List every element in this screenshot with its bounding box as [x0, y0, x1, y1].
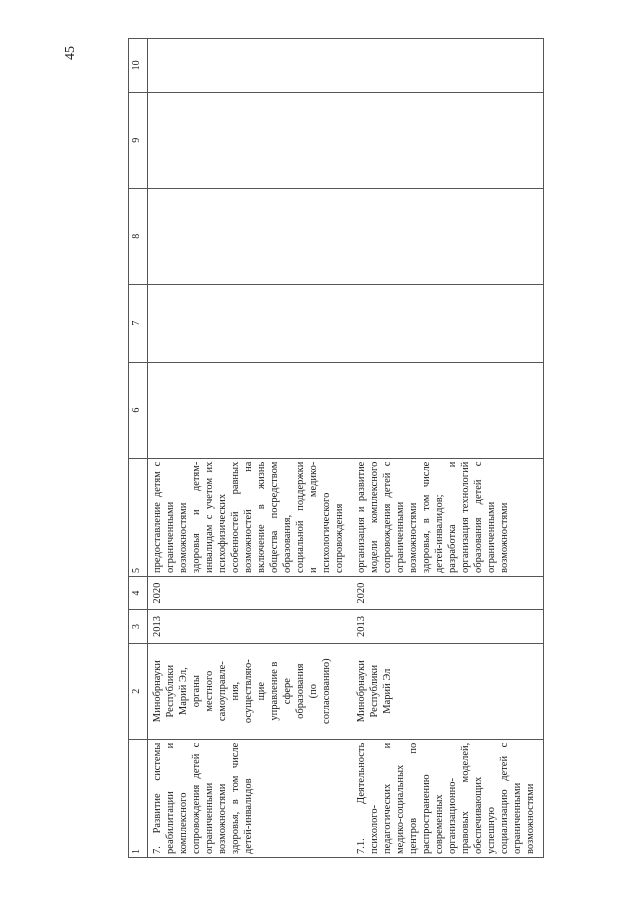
header-col-8: 8	[129, 188, 148, 284]
header-col-10: 10	[129, 39, 148, 93]
start-year: 2013	[352, 610, 544, 643]
measure-name: 7. Развитие системы реабилитации и комплексного сопровождения детей с ограниченными возможностями здоровья, в том числе детей-инвалидов	[148, 739, 353, 857]
end-year: 2020	[148, 576, 353, 609]
table-header-row	[129, 39, 148, 858]
start-year: 2013	[148, 610, 353, 643]
empty-cell	[148, 362, 353, 458]
empty-cell	[352, 92, 544, 188]
table-row	[352, 39, 544, 858]
header-col-5: 5	[129, 458, 148, 576]
empty-cell	[148, 92, 353, 188]
header-col-9: 9	[129, 92, 148, 188]
end-year: 2020	[352, 576, 544, 609]
expected-result: организация и развитие модели комплексного сопровождения детей с ограниченными возможностями здоровья, в том числе детей-инвалидов; разработка и организация технологий образования детей с ограниченными возможностями	[352, 458, 544, 576]
program-table-rotated	[128, 38, 536, 858]
responsible-executor: Минобрнауки Республики Марий Эл, органы местного самоуправле- ния, осуществляю- щие управление в сфере образования (по согласованию)	[148, 643, 353, 739]
program-table	[128, 38, 544, 858]
header-col-1: 1	[129, 739, 148, 857]
table-row	[148, 39, 353, 858]
empty-cell	[352, 188, 544, 284]
header-col-6: 6	[129, 362, 148, 458]
empty-cell	[148, 188, 353, 284]
empty-cell	[352, 39, 544, 93]
page-number: 45	[63, 46, 78, 60]
header-col-7: 7	[129, 284, 148, 362]
empty-cell	[148, 284, 353, 362]
header-col-4: 4	[129, 576, 148, 609]
responsible-executor: Минобрнауки Республики Марий Эл	[352, 643, 544, 739]
expected-result: предоставление детям с ограниченными возможностями здоровья и детям-инвалидам с учетом их психофизических особенностей равных возможностей на включение в жизнь общества посредством образования, социальной поддержки и медико-психологического сопровождения	[148, 458, 353, 576]
measure-name: 7.1. Деятельность психолого-педагогических и медико-социальных центров по распространению современных организационно-правовых моделей, обеспечивающих успешную социализацию детей с ограниченными возможностями	[352, 739, 544, 857]
empty-cell	[148, 39, 353, 93]
header-col-2: 2	[129, 643, 148, 739]
header-col-3: 3	[129, 610, 148, 643]
empty-cell	[352, 362, 544, 458]
empty-cell	[352, 284, 544, 362]
